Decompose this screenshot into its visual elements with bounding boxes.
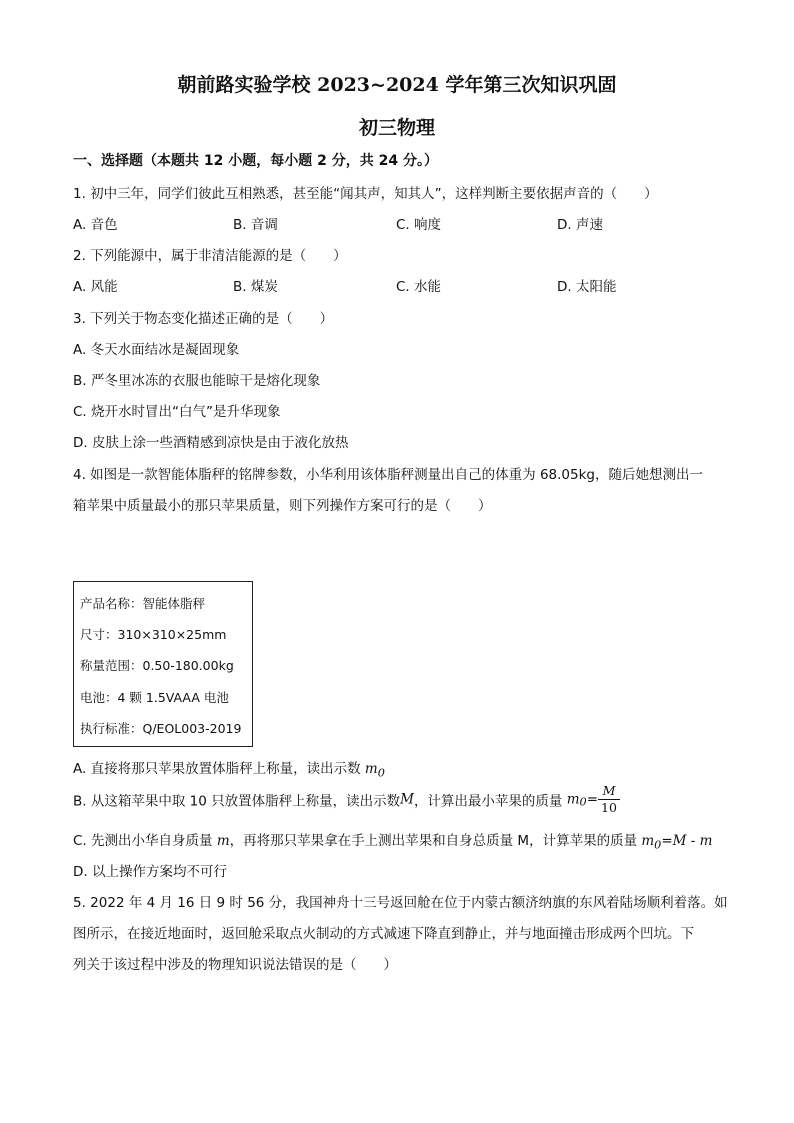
nameplate-standard: 执行标准：Q/EOL003-2019 [80, 721, 242, 736]
question-4-stem-line2: 箱苹果中质量最小的那只苹果质量，则下列操作方案可行的是（ ） [73, 498, 492, 514]
question-3-option-c: C. 烧开水时冒出“白气”是升华现象 [73, 404, 281, 420]
question-1-stem: 1. 初中三年，同学们彼此互相熟悉，甚至能“闻其声，知其人”，这样判断主要依据声音的（ ） [73, 186, 658, 202]
option-c-variable2: m [641, 833, 655, 849]
question-1-option-a: A. 音色 [73, 217, 118, 233]
option-b-variable2: m [566, 791, 580, 808]
nameplate-range: 称量范围：0.50-180.00kg [80, 658, 234, 673]
option-c-subscript: 0 [654, 838, 662, 852]
fraction-numerator: M [598, 783, 620, 800]
page-title: 朝前路实验学校 2023~2024 学年第三次知识巩固 [177, 74, 617, 96]
option-b-text: B. 从这箱苹果中取 10 只放置体脂秤上称量，读出示数 [73, 793, 401, 810]
question-4-option-b [73, 783, 620, 816]
section-heading: 一、选择题（本题共 12 小题，每小题 2 分，共 24 分。） [73, 153, 438, 169]
question-4-option-d: D. 以上操作方案均不可行 [73, 864, 227, 880]
question-1-option-b: B. 音调 [233, 217, 278, 233]
question-2-stem: 2. 下列能源中，属于非清洁能源的是（ ） [73, 248, 347, 264]
option-a-subscript: 0 [377, 766, 385, 780]
option-b-variable: M [400, 791, 414, 808]
question-2-option-c: C. 水能 [396, 279, 442, 295]
question-3-option-b: B. 严冬里冰冻的衣服也能晾干是熔化现象 [73, 373, 321, 389]
option-c-expression: M - m [672, 833, 713, 849]
option-b-text2: ，计算出最小苹果的质量 [413, 793, 567, 810]
question-2-option-d: D. 太阳能 [557, 279, 617, 295]
question-2-option-a: A. 风能 [73, 279, 118, 295]
nameplate-battery: 电池：4 颗 1.5VAAA 电池 [80, 690, 229, 705]
question-3-stem: 3. 下列关于物态变化描述正确的是（ ） [73, 311, 334, 327]
option-b-equals: = [586, 791, 599, 808]
question-3-option-d: D. 皮肤上涂一些酒精感到凉快是由于液化放热 [73, 435, 349, 451]
option-c-text: C. 先测出小华自身质量 [73, 833, 217, 849]
option-c-variable: m [216, 833, 230, 849]
question-1-option-d: D. 声速 [557, 217, 603, 233]
question-2-option-b: B. 煤炭 [233, 279, 278, 295]
option-a-text: A. 直接将那只苹果放置体脂秤上称量，读出示数 [73, 761, 365, 777]
question-4-option-c [73, 829, 712, 852]
question-1-option-c: C. 响度 [396, 217, 442, 233]
question-3-option-a: A. 冬天水面结冰是凝固现象 [73, 342, 240, 358]
page-subtitle: 初三物理 [358, 117, 435, 139]
option-b-fraction [598, 783, 620, 816]
option-a-variable: m [364, 761, 378, 777]
option-c-text2: ，再将那只苹果拿在手上测出苹果和自身总质量 M，计算苹果的质量 [229, 833, 642, 849]
question-4-stem-line1: 4. 如图是一款智能体脂秤的铭牌参数，小华利用该体脂秤测量出自己的体重为 68.05kg，随后她想测出一 [73, 467, 703, 483]
product-nameplate [73, 581, 253, 747]
option-b-subscript: 0 [579, 795, 587, 809]
question-5-line2: 图所示，在接近地面时，返回舱采取点火制动的方式减速下降直到静止，并与地面撞击形成两个凹坑。下 [73, 926, 694, 942]
nameplate-size: 尺寸：310×310×25mm [80, 627, 227, 642]
fraction-denominator: 10 [601, 800, 617, 815]
question-4-option-a [73, 757, 385, 780]
option-c-equals: = [661, 833, 673, 849]
question-5-line1: 5. 2022 年 4 月 16 日 9 时 56 分，我国神舟十三号返回舱在位于内蒙古额济纳旗的东风着陆场顺利着落。如 [73, 895, 728, 911]
question-5-line3: 列关于该过程中涉及的物理知识说法错误的是（ ） [73, 957, 397, 973]
nameplate-product-name: 产品名称：智能体脂秤 [80, 596, 206, 611]
